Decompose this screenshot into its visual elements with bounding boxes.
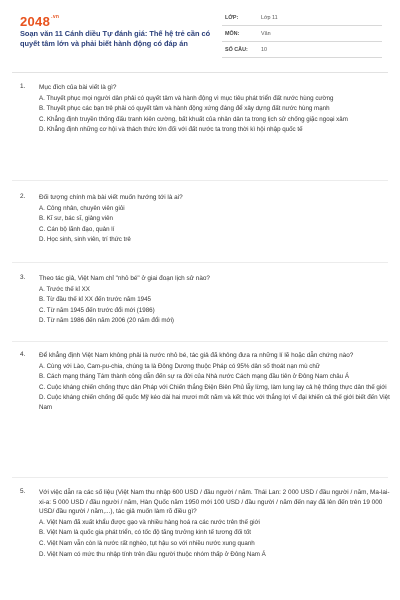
meta-table: [222, 10, 382, 58]
option-b[interactable]: B. Từ đầu thế kỉ XX đến trước năm 1945: [39, 296, 151, 304]
meta-key: SỐ CÂU:: [225, 46, 248, 53]
question-number: 5.: [20, 488, 26, 495]
option-a[interactable]: A. Thuyết phục mọi người dân phải có quyết tâm và hành động vì mục tiêu phát triển đất nước hùng cường: [39, 94, 334, 102]
meta-row-count: [222, 42, 382, 58]
option-d[interactable]: D. Việt Nam có mức thu nhập tính trên đầu người thuộc nhóm thấp ở Đông Nam Á: [39, 550, 266, 558]
option-c[interactable]: C. Từ năm 1945 đến trước đổi mới (1986): [39, 306, 155, 314]
question-number: 4.: [20, 351, 26, 358]
question-text: Để khẳng định Việt Nam không phải là nước nhỏ bé, tác giả đã không đưa ra những lí lẽ hoặc dẫn chứng nào?: [39, 352, 354, 359]
site-logo[interactable]: [20, 14, 59, 29]
option-d[interactable]: D. Cuộc kháng chiến chống đế quốc Mỹ kéo dài hai mươi mốt năm và kết thúc với thắng lợi vĩ đại khiến cả thế giới biết đến Việt Nam: [39, 394, 390, 411]
option-b[interactable]: B. Kĩ sư, bác sĩ, giảng viên: [39, 215, 113, 223]
option-b[interactable]: B. Việt Nam là quốc gia phát triển, có tốc độ tăng trưởng kinh tế tương đối tốt: [39, 529, 251, 537]
question-text: Với việc dẫn ra các số liệu (Việt Nam thu nhập 600 USD / đầu người / năm. Thái Lan: 2 000 USD / đầu người / năm, Ma-lai-xi-a: 5 000 USD / đầu người / năm, Hàn Quốc năm 1950 mới 100 USD / đầu người / năm đến nay đã lên đến trên 19 000 USD/ đầu người / năm,...), tác giả muốn làm rõ điều gì?: [39, 489, 390, 516]
meta-value: 10: [261, 46, 267, 53]
option-d[interactable]: D. Từ năm 1986 đến năm 2006 (20 năm đổi mới): [39, 317, 174, 325]
question-text: Mục đích của bài viết là gì?: [39, 84, 117, 91]
question-1: [20, 83, 392, 135]
option-b[interactable]: B. Cách mạng tháng Tám thành công dẫn đến sự ra đời của Nhà nước Cách mạng đầu tiên ở Đông Nam châu Á: [39, 373, 349, 381]
option-a[interactable]: A. Công nhân, chuyên viên giỏi: [39, 204, 125, 212]
meta-key: MÔN:: [225, 30, 240, 37]
question-3: [20, 274, 392, 326]
option-a[interactable]: A. Việt Nam đã xuất khẩu được gạo và nhiều hàng hoá ra các nước trên thế giới: [39, 518, 260, 526]
option-c[interactable]: C. Khẳng định truyền thống đấu tranh kiên cường, bất khuất của nhân dân ta trong lịch sử chống giặc ngoại xâm: [39, 115, 348, 123]
question-divider: [12, 180, 388, 181]
question-number: 2.: [20, 193, 26, 200]
question-divider: [12, 341, 388, 342]
question-text: Theo tác giả, Việt Nam chỉ "nhỏ bé" ở giai đoạn lịch sử nào?: [39, 275, 210, 282]
document-title: Soạn văn 11 Cánh diều Tự đánh giá: Thế hệ trẻ cần có quyết tâm lớn và phải biết hành động có đáp án: [20, 29, 211, 48]
question-divider: [12, 262, 388, 263]
page-header: [0, 0, 400, 62]
meta-key: LỚP:: [225, 14, 239, 21]
logo-text: 2048: [20, 14, 51, 29]
question-2: [20, 193, 392, 245]
option-d[interactable]: D. Khẳng định những cơ hội và thách thức lớn đối với đất nước ta trong thời kì hội nhập quốc tế: [39, 126, 303, 134]
header-divider: [12, 72, 388, 73]
option-c[interactable]: C. Việt Nam vẫn còn là nước rất nghèo, tụt hậu so với nhiều nước xung quanh: [39, 539, 255, 547]
option-a[interactable]: A. Cùng với Lào, Cam-pu-chia, chúng ta là Đông Dương thuộc Pháp có 95% dân số thoát nạn mù chữ: [39, 362, 320, 370]
option-a[interactable]: A. Trước thế kỉ XX: [39, 285, 90, 293]
option-d[interactable]: D. Học sinh, sinh viên, trí thức trẻ: [39, 236, 131, 244]
option-b[interactable]: B. Thuyết phục các bạn trẻ phải có quyết tâm và hành động xứng đáng để xây dựng đất nước hùng mạnh: [39, 105, 330, 113]
question-4: [20, 351, 392, 413]
meta-value: Văn: [261, 30, 271, 37]
question-divider: [12, 477, 388, 478]
question-number: 1.: [20, 83, 26, 90]
question-5: [20, 488, 392, 559]
option-c[interactable]: C. Cán bộ lãnh đạo, quản lí: [39, 225, 115, 233]
option-c[interactable]: C. Cuộc kháng chiến chống thực dân Pháp với Chiến thắng Điện Biên Phủ lẫy lừng, làm lung lay cả hệ thống thực dân thế giới: [39, 383, 387, 391]
meta-row-class: [222, 10, 382, 26]
question-text: Đối tượng chính mà bài viết muốn hướng tới là ai?: [39, 194, 183, 201]
logo-suffix: .vn: [51, 14, 60, 20]
question-number: 3.: [20, 274, 26, 281]
meta-value: Lớp 11: [261, 14, 278, 21]
meta-row-subject: [222, 26, 382, 42]
